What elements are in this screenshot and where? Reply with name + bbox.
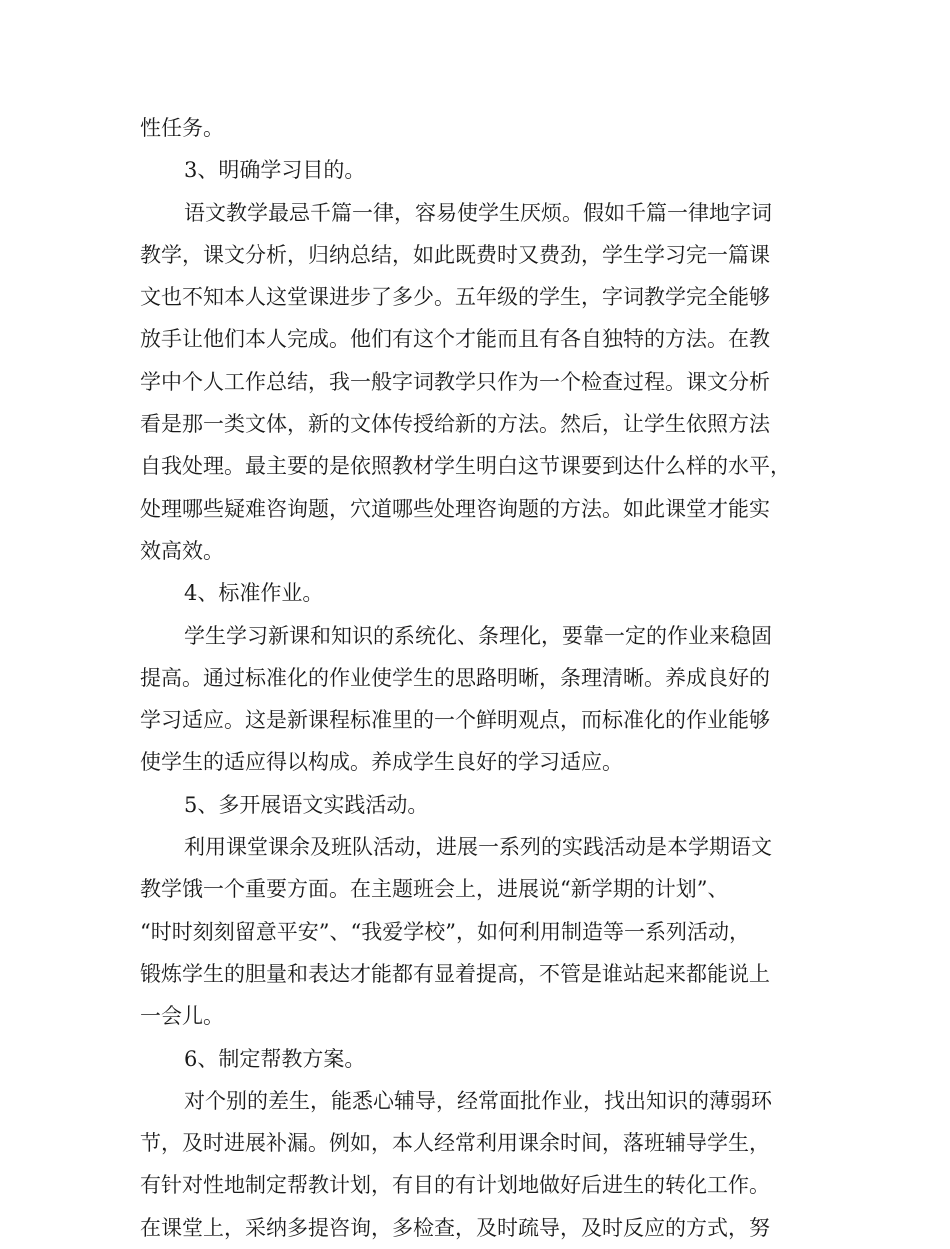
section-heading: 6、制定帮教方案。 [184, 1046, 366, 1071]
text-line: 性任务。 [140, 116, 224, 140]
section-heading: 5、多开展语文实践活动。 [184, 792, 429, 817]
text-line: 学中个人工作总结，我一般字词教学只作为一个检查过程。课文分析 [140, 369, 770, 394]
paragraph-first-line: 对个别的差生，能悉心辅导，经常面批作业，找出知识的薄弱环 [184, 1088, 772, 1113]
text-line: 一会儿。 [140, 1004, 224, 1029]
text-line: 提高。通过标准化的作业使学生的思路明晰，条理清晰。养成良好的 [140, 665, 770, 690]
paragraph-first-line: 语文教学最忌千篇一律，容易使学生厌烦。假如千篇一律地字词 [184, 200, 772, 225]
text-line: 使学生的适应得以构成。养成学生良好的学习适应。 [140, 750, 623, 775]
section-heading: 4、标准作业。 [184, 581, 324, 606]
paragraph-first-line: 学生学习新课和知识的系统化、条理化，要靠一定的作业来稳固 [184, 623, 772, 648]
text-line: 在课堂上，采纳多提咨询，多检查，及时疏导，及时反应的方式，努 [140, 1215, 770, 1240]
text-line: “时时刻刻留意平安”、“我爱学校”，如何利用制造等一系列活动， [140, 919, 750, 944]
text-line: 学习适应。这是新课程标准里的一个鲜明观点，而标准化的作业能够 [140, 708, 770, 733]
text-line: 教学，课文分析，归纳总结，如此既费时又费劲，学生学习完一篇课 [140, 242, 770, 267]
text-line: 处理哪些疑难咨询题，穴道哪些处理咨询题的方法。如此课堂才能实 [140, 496, 770, 521]
text-line: 有针对性地制定帮教计划，有目的有计划地做好后进生的转化工作。 [140, 1173, 770, 1198]
text-line: 锻炼学生的胆量和表达才能都有显着提高，不管是谁站起来都能说上 [140, 961, 770, 986]
text-line: 看是那一类文体，新的文体传授给新的方法。然后，让学生依照方法 [140, 412, 770, 437]
text-line: 节，及时进展补漏。例如，本人经常利用课余时间，落班辅导学生， [140, 1131, 770, 1156]
text-line: 自我处理。最主要的是依照教材学生明白这节课要到达什么样的水平， [140, 454, 791, 479]
paragraph-first-line: 利用课堂课余及班队活动，进展一系列的实践活动是本学期语文 [184, 835, 772, 860]
section-heading: 3、明确学习目的。 [184, 158, 366, 183]
document-body [140, 107, 820, 1249]
text-line: 教学饿一个重要方面。在主题班会上，进展说“新学期的计划”、 [140, 877, 729, 902]
text-line: 文也不知本人这堂课进步了多少。五年级的学生，字词教学完全能够 [140, 285, 770, 310]
text-line: 效高效。 [140, 538, 224, 563]
text-line: 放手让他们本人完成。他们有这个才能而且有各自独特的方法。在教 [140, 327, 770, 352]
